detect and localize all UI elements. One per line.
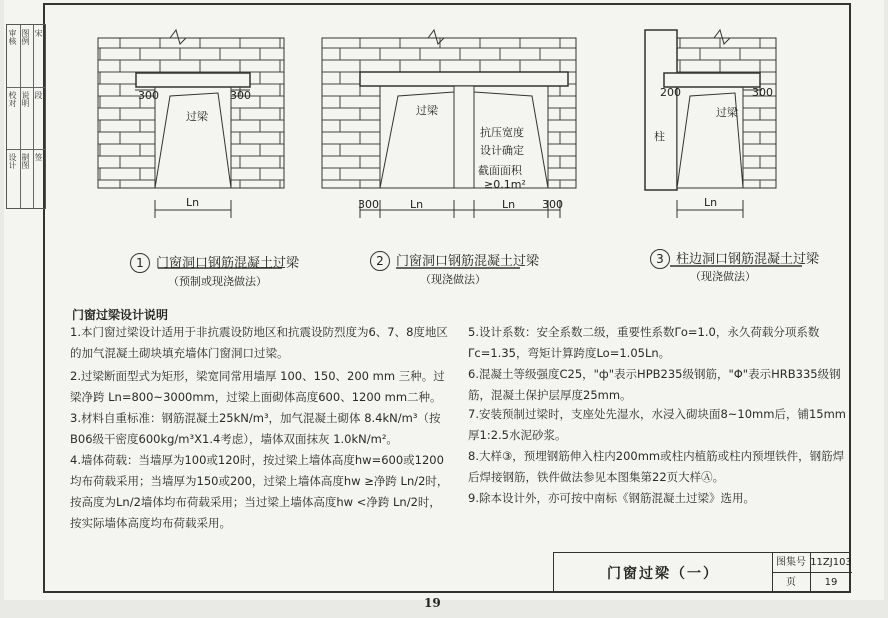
fig1-left-bearing: 300: [138, 89, 159, 102]
page-number: 19: [424, 596, 441, 610]
fig1-number: 1: [130, 253, 150, 273]
notes-title: 门窗过梁设计说明: [72, 308, 169, 322]
fig2-beam-label: 过梁: [416, 104, 438, 117]
figure-1-drawing: [98, 30, 284, 218]
fig2-span1: Ln: [410, 198, 424, 211]
figure-3-drawing: [645, 30, 776, 218]
fig3-subcaption: （现浇做法）: [690, 270, 756, 283]
atlas-label: 图集号: [772, 553, 811, 573]
note-item: 8.大样③，预埋钢筋伸入柱内200mm或柱内植筋或柱内预埋铁件，钢筋焊后焊接钢筋，铁件做法参见本图集第22页大样Ⓐ。: [468, 449, 845, 484]
fig3-number: 3: [650, 249, 670, 269]
note-item: 4.墙体荷载：当墙厚为100或120时，按过梁上墙体高度hw=600或1200均布荷载采用；当墙厚为150或200，过梁上墙体高度hw ≥净跨 Ln/2时，按高度为Ln/2墙体均布荷载采用；当过梁上墙体高度hw <净跨 Ln/2时，按实际墙体高度均布荷载采用。: [70, 453, 449, 530]
sig-cell: 签: [34, 153, 43, 161]
sig-cell: 图例: [21, 29, 30, 45]
sig-cell: 设计: [8, 153, 17, 169]
fig2-pier-note: 抗压宽度: [480, 126, 524, 139]
title-block: [553, 552, 851, 593]
fig1-beam-label: 过梁: [186, 110, 208, 123]
fig3-span-label: Ln: [704, 196, 718, 209]
sig-cell: 审核: [8, 29, 17, 45]
fig2-pier-note: ≥0.1m²: [484, 178, 526, 191]
fig2-subcaption: （现浇做法）: [420, 273, 486, 286]
note-item: 2.过梁断面型式为矩形，梁宽同常用墙厚 100、150、200 mm 三种。过梁净跨 Ln=800~3000mm，过梁上面砌体高度600、1200 mm二种。: [70, 369, 445, 404]
fig1-subcaption: （预制或现浇做法）: [168, 275, 267, 288]
fig3-right-bearing: 300: [752, 86, 773, 99]
fig2-number: 2: [370, 251, 390, 271]
note-item: 5.设计系数：安全系数二级，重要性系数Γo=1.0，永久荷载分项系数Γc=1.35，弯矩计算跨度Lo=1.05Ln。: [468, 325, 820, 360]
note-item: 7.安装预制过梁时，支座处先湿水，水浸入砌块面8~10mm后，铺15mm厚1:2.5水泥砂浆。: [468, 407, 846, 442]
fig1-span-label: Ln: [186, 196, 200, 209]
fig2-pier-note: 设计确定: [480, 144, 524, 157]
fig2-bearing1: 300: [358, 198, 379, 211]
fig2-caption: 2 门窗洞口钢筋混凝土过梁: [370, 250, 539, 271]
sig-cell: 制图: [21, 153, 30, 169]
fig3-column-label: 柱: [654, 130, 665, 143]
fig2-pier-note: 截面面积: [478, 164, 522, 177]
fig1-right-bearing: 300: [230, 89, 251, 102]
fig3-caption: 3 柱边洞口钢筋混凝土过梁: [650, 248, 819, 269]
note-item: 6.混凝土等级强度C25，"ф"表示HPB235级钢筋，"Φ"表示HRB335级钢筋，混凝土保护层厚度25mm。: [468, 367, 841, 402]
fig3-left-bearing: 200: [660, 86, 681, 99]
fig3-beam-label: 过梁: [716, 106, 738, 119]
figure-2-drawing: [322, 30, 576, 218]
sig-cell: 段: [34, 91, 43, 99]
note-item: 3.材料自重标准：钢筋混凝土25kN/m³，加气混凝土砌体 8.4kN/m³（按B06级干密度600kg/m³X1.4考虑），墙体双面抹灰 1.0kN/m²。: [70, 411, 441, 446]
page-label: 页: [772, 573, 811, 592]
fig2-span2: Ln: [502, 198, 516, 211]
sig-cell: 校对: [8, 91, 17, 107]
sig-cell: 说明: [21, 91, 30, 107]
atlas-value: 11ZJ103: [810, 553, 852, 573]
fig2-bearing2: 300: [542, 198, 563, 211]
note-item: 1.本门窗过梁设计适用于非抗震设防地区和抗震设防烈度为6、7、8度地区的加气混凝土砌块填充墙体门窗洞口过梁。: [70, 325, 448, 360]
note-item: 9.除本设计外，亦可按中南标《钢筋混凝土过梁》选用。: [468, 491, 755, 505]
fig1-caption: 1 门窗洞口钢筋混凝土过梁: [130, 252, 299, 273]
sheet-title: 门窗过梁（一）: [554, 553, 773, 592]
page-value: 19: [824, 577, 838, 588]
sig-cell: 宋: [34, 29, 43, 37]
